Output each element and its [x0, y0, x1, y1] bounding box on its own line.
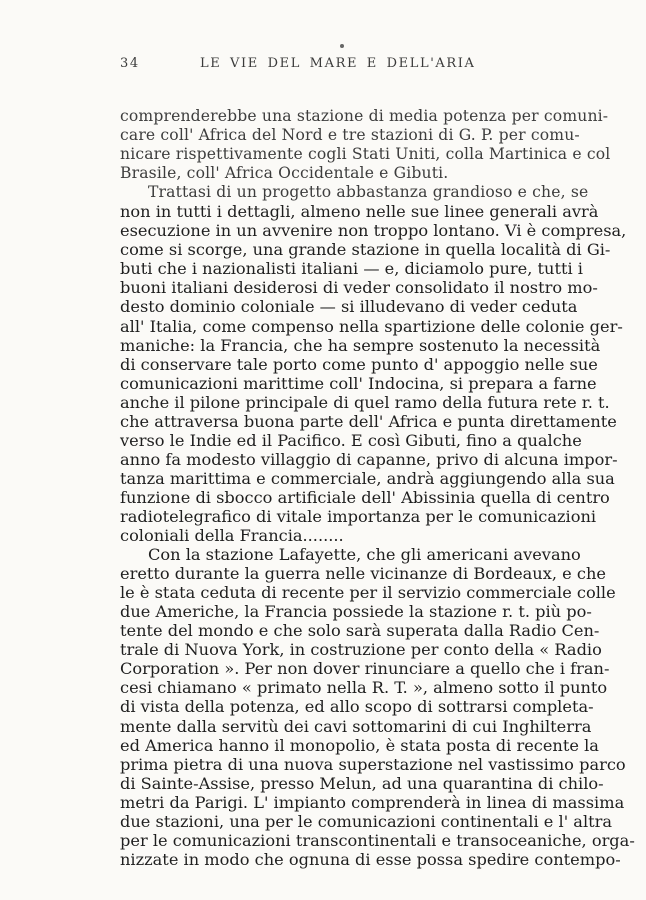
text-line: anno fa modesto villaggio di capanne, privo di alcuna impor- [120, 449, 618, 469]
text-line: mente dalla servitù dei cavi sottomarini di cui Inghilterra [120, 716, 592, 736]
text-line: metri da Parigi. L' impianto comprenderà in linea di massima [120, 792, 625, 812]
paragraph-3 [120, 545, 635, 869]
paragraph-1 [120, 107, 611, 183]
print-speck [340, 44, 344, 48]
text-line: eretto durante la guerra nelle vicinanze di Bordeaux, e che [120, 564, 606, 584]
paragraph-2 [120, 183, 627, 546]
text-line: cesi chiamano « primato nella R. T. », almeno sotto il punto [120, 678, 608, 698]
text-line: buoni italiani desiderosi di veder consolidato il nostro mo- [120, 278, 598, 298]
text-line: Trattasi di un progetto abbastanza grandioso e che, se [148, 183, 589, 202]
running-header [120, 56, 540, 76]
text-line: esecuzione in un avvenire non troppo lontano. Vi è compresa, [120, 221, 627, 241]
text-line: verso le Indie ed il Pacifico. E così Gibuti, fino a qualche [120, 430, 582, 450]
text-line: le è stata ceduta di recente per il servizio commerciale colle [120, 583, 616, 603]
text-line: nicare rispettivamente cogli Stati Uniti, colla Martinica e col [120, 145, 611, 164]
text-line: trale di Nuova York, in costruzione per conto della « Radio [120, 640, 602, 660]
text-line: Corporation ». Per non dover rinunciare a quello che i fran- [120, 659, 610, 679]
text-line: tente del mondo e che solo sarà superata dalla Radio Cen- [120, 621, 600, 641]
text-line: anche il pilone principale di quel ramo della futura rete r. t. [120, 392, 610, 412]
text-line: di conservare tale porto come punto d' appoggio nelle sue [120, 354, 598, 374]
text-line: comunicazioni marittime coll' Indocina, si prepara a farne [120, 373, 597, 393]
text-line: radiotelegrafico di vitale importanza per le comunicazioni [120, 506, 597, 526]
running-title: LE VIE DEL MARE E DELL'ARIA [200, 56, 476, 71]
text-line: di Sainte-Assise, presso Melun, ad una quarantina di chilo- [120, 773, 604, 793]
text-line: di vista della potenza, ed allo scopo di sottrarsi completa- [120, 697, 594, 717]
text-line: prima pietra di una nuova superstazione nel vastissimo parco [120, 754, 626, 774]
text-line: come si scorge, una grande stazione in quella località di Gi- [120, 240, 611, 260]
page-number: 34 [120, 56, 140, 71]
text-line: per le comunicazioni transcontinentali e transoceaniche, orga- [120, 830, 635, 850]
text-line: nizzate in modo che ognuna di esse possa spedire contempo- [120, 849, 621, 869]
text-line: coloniali della Francia........ [120, 526, 344, 546]
text-line: desto dominio coloniale — si illudevano di veder ceduta [120, 297, 578, 317]
text-line: ed America hanno il monopolio, è stata posta di recente la [120, 735, 599, 755]
text-line: buti che i nazionalisti italiani — e, diciamolo pure, tutti i [120, 259, 583, 279]
text-line: non in tutti i dettagli, almeno nelle sue linee generali avrà [120, 202, 599, 222]
text-line: due stazioni, una per le comunicazioni continentali e l' altra [120, 811, 613, 831]
body-text [120, 107, 635, 869]
text-line: due Americhe, la Francia possiede la stazione r. t. più po- [120, 602, 592, 622]
text-line: tanza marittima e commerciale, andrà aggiungendo alla sua [120, 468, 615, 488]
text-line: Brasile, coll' Africa Occidentale e Gibuti. [120, 164, 449, 183]
text-line: comprenderebbe una stazione di media potenza per comuni- [120, 107, 609, 125]
text-line: che attraversa buona parte dell' Africa e punta direttamente [120, 411, 617, 431]
text-line: Con la stazione Lafayette, che gli americani avevano [148, 545, 581, 565]
text-line: maniche: la Francia, che ha sempre sostenuto la necessità [120, 335, 601, 355]
text-line: care coll' Africa del Nord e tre stazioni di G. P. per comu- [120, 126, 580, 145]
text-line: funzione di sbocco artificiale dell' Abissinia quella di centro [120, 487, 610, 507]
text-line: all' Italia, come compenso nella spartizione delle colonie ger- [120, 316, 623, 336]
